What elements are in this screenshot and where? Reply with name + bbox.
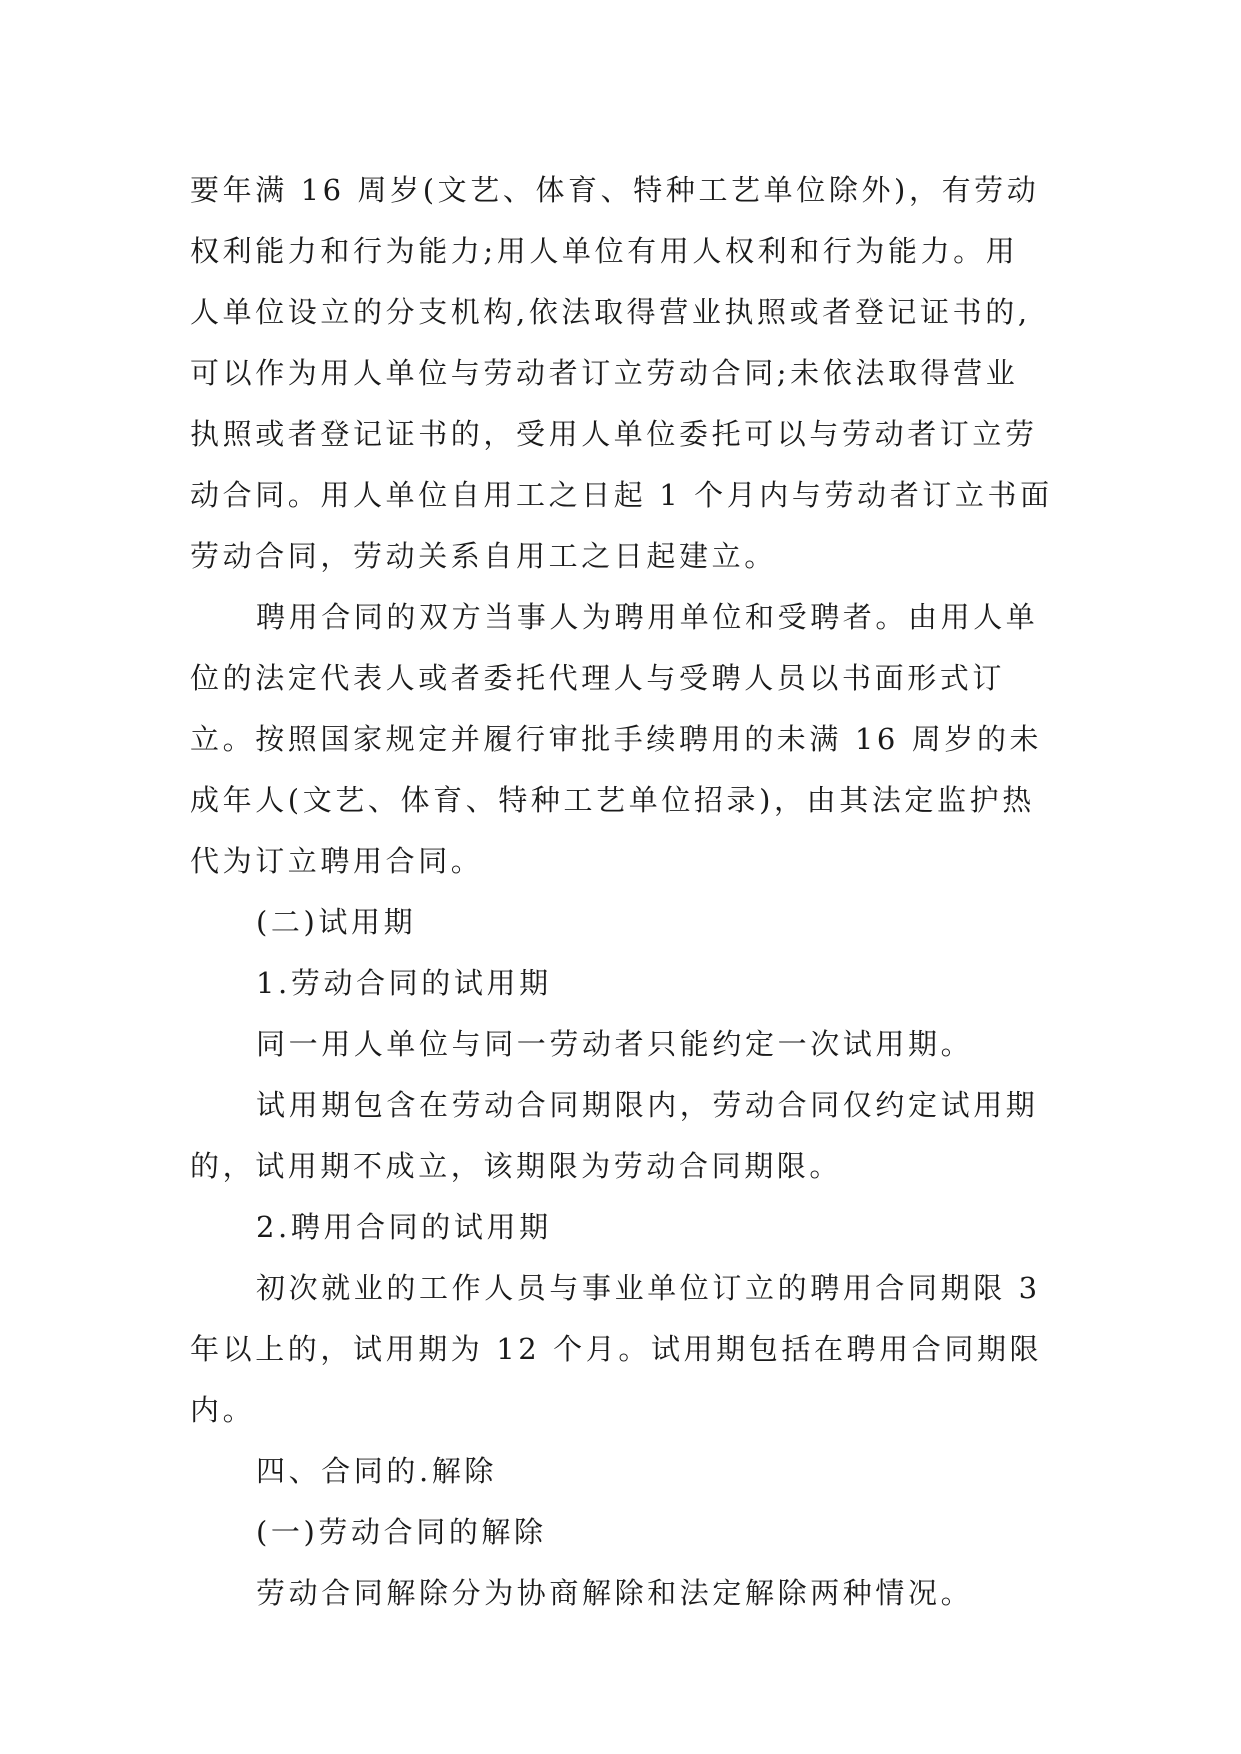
text-line: 初次就业的工作人员与事业单位订立的聘用合同期限 3 [256, 1271, 1041, 1305]
text-line: 劳动合同解除分为协商解除和法定解除两种情况。 [256, 1576, 974, 1610]
text-line: 执照或者登记证书的，受用人单位委托可以与劳动者订立劳 [190, 417, 1038, 451]
text-line: 立。按照国家规定并履行审批手续聘用的未满 16 周岁的未 [190, 722, 1043, 756]
text-line: 的，试用期不成立，该期限为劳动合同期限。 [190, 1149, 843, 1183]
text-line: 同一用人单位与同一劳动者只能约定一次试用期。 [256, 1027, 974, 1061]
text-line: 劳动合同，劳动关系自用工之日起建立。 [190, 539, 777, 573]
text-line: 权利能力和行为能力;用人单位有用人权利和行为能力。用 [190, 234, 1019, 268]
text-line: 要年满 16 周岁(文艺、体育、特种工艺单位除外)，有劳动 [190, 173, 1040, 207]
subsection-heading: 2.聘用合同的试用期 [256, 1210, 552, 1244]
text-line: 内。 [190, 1393, 256, 1427]
text-line: 聘用合同的双方当事人为聘用单位和受聘者。由用人单 [256, 600, 1039, 634]
section-heading: (二)试用期 [256, 905, 417, 939]
text-line: 代为订立聘用合同。 [190, 844, 484, 878]
subsection-heading: 1.劳动合同的试用期 [256, 966, 552, 1000]
section-heading: 四、合同的.解除 [256, 1454, 498, 1488]
text-line: 可以作为用人单位与劳动者订立劳动合同;未依法取得营业 [190, 356, 1019, 390]
subsection-heading: (一)劳动合同的解除 [256, 1515, 547, 1549]
text-line: 成年人(文艺、体育、特种工艺单位招录)，由其法定监护热 [190, 783, 1035, 817]
text-line: 动合同。用人单位自用工之日起 1 个月内与劳动者订立书面 [190, 478, 1053, 512]
text-line: 人单位设立的分支机构,依法取得营业执照或者登记证书的, [190, 295, 1031, 329]
document-body [190, 160, 1090, 1624]
text-line: 年以上的，试用期为 12 个月。试用期包括在聘用合同期限 [190, 1332, 1043, 1366]
text-line: 位的法定代表人或者委托代理人与受聘人员以书面形式订 [190, 661, 1006, 695]
text-line: 试用期包含在劳动合同期限内，劳动合同仅约定试用期 [256, 1088, 1039, 1122]
